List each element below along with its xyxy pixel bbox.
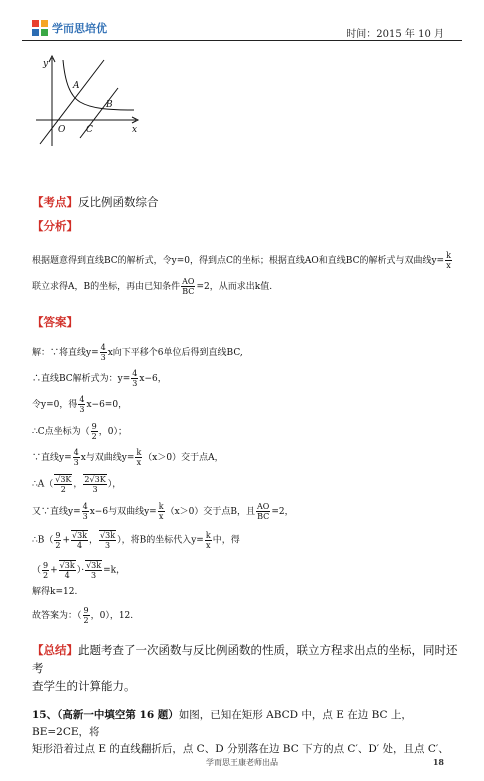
answer-line-2: ∴直线BC解析式为：y= $\frac{4}{3}$ x−6，	[32, 369, 167, 388]
page-number: 18	[432, 757, 444, 767]
answer-line-3: 令y=0，得 $\frac{4}{3}$ x−6=0，	[32, 395, 128, 414]
logo	[32, 20, 107, 36]
question-number: 15、	[32, 709, 58, 721]
answer-line-11: 故答案为：（ $\frac{9}{2}$ ，0），12.	[32, 606, 134, 625]
kaodian-tag: 【考点】	[32, 195, 78, 209]
point-a-label: A	[73, 81, 80, 91]
logo-icon	[32, 20, 48, 36]
logo-text: 学而思培优	[52, 22, 107, 35]
answer-line-8: ∴B（ $\frac{9}{2}$ + $\frac{√3k}{4}$ ， $\frac{√3k}{3}$ ），将B的坐标代入y= $\frac{k}{x}$ 中，得	[32, 530, 240, 550]
answer-line-7: 又∵直线y= $\frac{4}{3}$ x−6与双曲线y= $\frac{k}{x}$ （x＞0）交于点B，且 $\frac{AO}{BC}$ =2，	[32, 502, 294, 521]
answer-line-6: ∴A（ $\frac{√3K}{2}$ ， $\frac{2√3K}{3}$ ），	[32, 475, 122, 494]
answer-line-5: ∵直线y= $\frac{4}{3}$ x与双曲线y= $\frac{k}{x}$ （x＞0）交于点A，	[32, 448, 224, 467]
question-source: （高新一中填空第 16 题）	[57, 709, 179, 721]
footer-credit: 学而思王康老师出品	[206, 758, 278, 767]
fraction: $\frac{AO}{BC}$	[182, 277, 195, 296]
header-date: 时间：2015 年 10 月	[346, 29, 444, 40]
zongjie-tag: 【总结】	[32, 643, 78, 657]
fenxi-line-2: 联立求得A，B的坐标，再由已知条件 $\frac{AO}{BC}$ =2，从而求出k值.	[32, 277, 273, 296]
fenxi-line-1: 根据题意得到直线BC的解析式，令y=0，得到点C的坐标；根据直线AO和直线BC的解析式与双曲线y= $\frac{k}{x}$	[32, 251, 451, 270]
header-divider	[22, 40, 462, 41]
kaodian-line	[32, 194, 159, 210]
zongjie-line-1: 此题考查了一次函数与反比例函数的性质，联立方程求出点的坐标，同时还考	[32, 643, 458, 675]
point-b-label: B	[106, 100, 113, 110]
answer-line-1: 解：∵将直线y= $\frac{4}{3}$ x向下平移个6单位后得到直线BC,	[32, 343, 243, 362]
axis-y-label: y	[43, 59, 49, 69]
fenxi-tag: 【分析】	[32, 219, 78, 233]
answer-line-10: 解得k=12.	[32, 587, 78, 597]
zongjie-block	[32, 641, 462, 695]
point-c-label: C	[86, 125, 93, 135]
question-line-2: 矩形沿着过点 E 的直线翻折后，点 C、D 分别落在边 BC 下方的点 C′、D′ 处，且点 C′、	[32, 743, 449, 755]
origin-label: O	[58, 125, 66, 135]
answer-line-4: ∴C点坐标为（ $\frac{9}{2}$ ，0）；	[32, 422, 127, 441]
kaodian-text: 反比例函数综合	[78, 195, 159, 209]
zongjie-line-2: 查学生的计算能力。	[32, 679, 136, 693]
question-line-1: 如图，已知在矩形 ABCD 中，点 E 在边 BC 上，BE=2CE，将	[32, 709, 412, 738]
question-15	[32, 707, 462, 758]
fraction: $\frac{k}{x}$	[446, 251, 451, 270]
answer-line-9: （ $\frac{9}{2}$ + $\frac{√3k}{4}$ ）· $\frac{√3k}{3}$ =k，	[32, 560, 126, 580]
graph-figure	[30, 52, 145, 152]
axis-x-label: x	[132, 125, 138, 135]
daan-tag: 【答案】	[32, 315, 78, 329]
